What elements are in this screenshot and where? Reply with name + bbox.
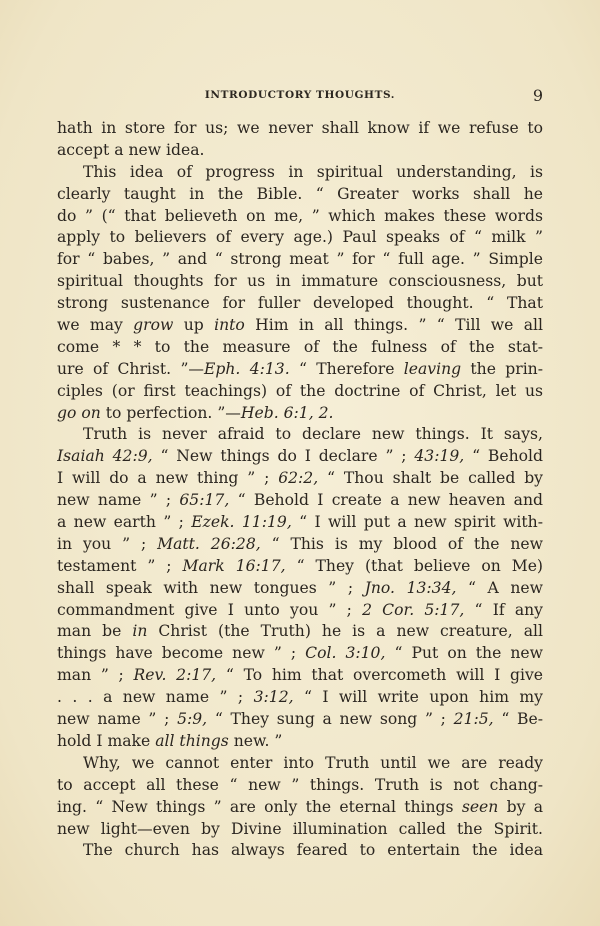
text-line [57,534,543,556]
text-line [57,206,543,228]
text-segment: “ I will write upon him my [293,688,543,707]
text-segment: hold I make [57,731,156,750]
text-segment: “ Thou shalt be called by [318,469,543,488]
italic-text: Eph. 4:13. [204,359,290,378]
text-segment: come * * to the measure of the fulness of the stat- [57,337,543,356]
text-segment: commandment give I unto you ” ; [57,600,363,619]
italic-text: Isaiah 42:9, [57,447,153,466]
text-line [57,797,543,819]
text-segment: spiritual thoughts for us in immature consciousness, but [57,272,543,291]
text-segment: “ New things do I declare ” ; [152,447,415,466]
italic-text: in [132,622,148,641]
text-segment: we may [57,316,134,335]
text-segment: “ Behold [464,447,543,466]
text-segment: “ If any [464,600,543,619]
text-segment: “ Therefore [289,359,404,378]
text-line [57,381,543,403]
text-line [57,819,543,841]
text-segment: Him in all things. ” “ Till we all [244,316,543,335]
text-segment: Christ (the Truth) he is a new creature, all [147,622,543,641]
text-segment: strong sustenance for fuller developed thought. “ That [57,294,543,313]
text-segment: do ” (“ that believeth on me, ” which makes these words [57,206,543,225]
text-segment: “ Behold I create a new heaven and [229,491,543,510]
text-segment: “ I will put a new spirit with- [291,513,543,532]
italic-text: leaving [403,359,462,378]
text-line [57,709,543,731]
italic-text: Jno. 13:34, [364,578,457,597]
italic-text: 43:19, [414,447,465,466]
text-segment: “ Put on the new [385,644,543,663]
text-segment: accept a new idea. [57,140,205,159]
text-segment: new name ” ; [57,491,180,510]
text-segment: a new earth ” ; [57,513,192,532]
text-segment: new light—even by Divine illumination called the Spirit. [57,819,543,838]
italic-text: 21:5, [453,710,494,729]
text-segment: ciples (or first teachings) of the doctrine of Christ, let us [57,381,543,400]
text-segment: Why, we cannot enter into Truth until we are ready [83,753,543,772]
text-segment: ing. “ New things ” are only the eternal things [57,797,462,816]
text-segment: “ This is my blood of the new [260,534,543,553]
text-line [57,315,543,337]
italic-text: 5:9, [177,710,208,729]
text-segment: . . . a new name ” ; [57,688,254,707]
page-header [57,86,543,106]
text-segment: in you ” ; [57,534,158,553]
text-line [57,337,543,359]
running-title: INTRODUCTORY THOUGHTS. [204,89,396,101]
italic-text: 62:2, [278,469,319,488]
text-line [57,293,543,315]
text-segment: ure of Christ. ”— [57,359,205,378]
text-segment: the prin- [461,359,543,378]
text-segment: “ To him that overcometh will I give [216,666,543,685]
text-line [57,512,543,534]
text-line [57,468,543,490]
italic-text: into [214,316,245,335]
text-segment: Truth is never afraid to declare new things. It says, [83,425,543,444]
text-line [57,403,543,425]
text-line [57,753,543,775]
text-line [57,140,543,162]
text-segment: to accept all these “ new ” things. Truth is not chang- [57,775,543,794]
text-segment: “ A new [456,578,543,597]
text-line [57,424,543,446]
text-line [57,731,543,753]
text-segment: clearly taught in the Bible. “ Greater works shall he [57,184,543,203]
text-segment: This idea of progress in spiritual understanding, is [83,162,543,181]
italic-text: go on [57,403,101,422]
text-segment: man ” ; [57,666,134,685]
italic-text: Col. 3:10, [305,644,386,663]
text-line [57,775,543,797]
text-segment: testament ” ; [57,556,183,575]
text-line [57,184,543,206]
text-segment: I will do a new thing ” ; [57,469,279,488]
page-number: 9 [532,86,543,105]
text-line [57,118,543,140]
text-line [57,665,543,687]
italic-text: all things [155,731,229,750]
text-segment: shall speak with new tongues ” ; [57,578,365,597]
text-segment: new. ” [228,731,283,750]
text-line [57,643,543,665]
italic-text: Ezek. 11:19, [191,513,292,532]
text-segment: “ Be- [493,710,543,729]
italic-text: 2 Cor. 5:17, [362,600,465,619]
text-line [57,490,543,512]
text-line [57,162,543,184]
text-segment: hath in store for us; we never shall know if we refuse to [57,119,543,137]
italic-text: Mark 16:17, [182,556,286,575]
italic-text: 65:17, [179,491,230,510]
italic-text: Rev. 2:17, [133,666,217,685]
text-segment: for “ babes, ” and “ strong meat ” for “ full age. ” Simple [57,250,543,269]
text-segment: new name ” ; [57,710,178,729]
text-segment: The church has always feared to entertain the idea [83,841,543,860]
text-line [57,359,543,381]
italic-text: 3:12, [253,688,294,707]
text-line [57,271,543,293]
text-line [57,227,543,249]
text-segment: “ They sung a new song ” ; [207,710,454,729]
text-line [57,556,543,578]
italic-text: grow [133,316,174,335]
body-text [57,118,543,862]
text-segment: “ They (that believe on Me) [285,556,543,575]
text-segment: to perfection. ”— [100,403,241,422]
text-line [57,446,543,468]
italic-text: Heb. 6:1, 2. [240,403,334,422]
text-line [57,578,543,600]
text-line [57,600,543,622]
text-line [57,840,543,862]
text-segment: by a [498,797,543,816]
text-segment: man be [57,622,133,641]
italic-text: Matt. 26:28, [157,534,261,553]
text-line [57,249,543,271]
text-line [57,687,543,709]
text-segment: up [173,316,215,335]
text-line [57,621,543,643]
text-segment: apply to believers of every age.) Paul speaks of “ milk ” [57,228,543,247]
italic-text: seen [461,797,499,816]
text-segment: things have become new ” ; [57,644,306,663]
